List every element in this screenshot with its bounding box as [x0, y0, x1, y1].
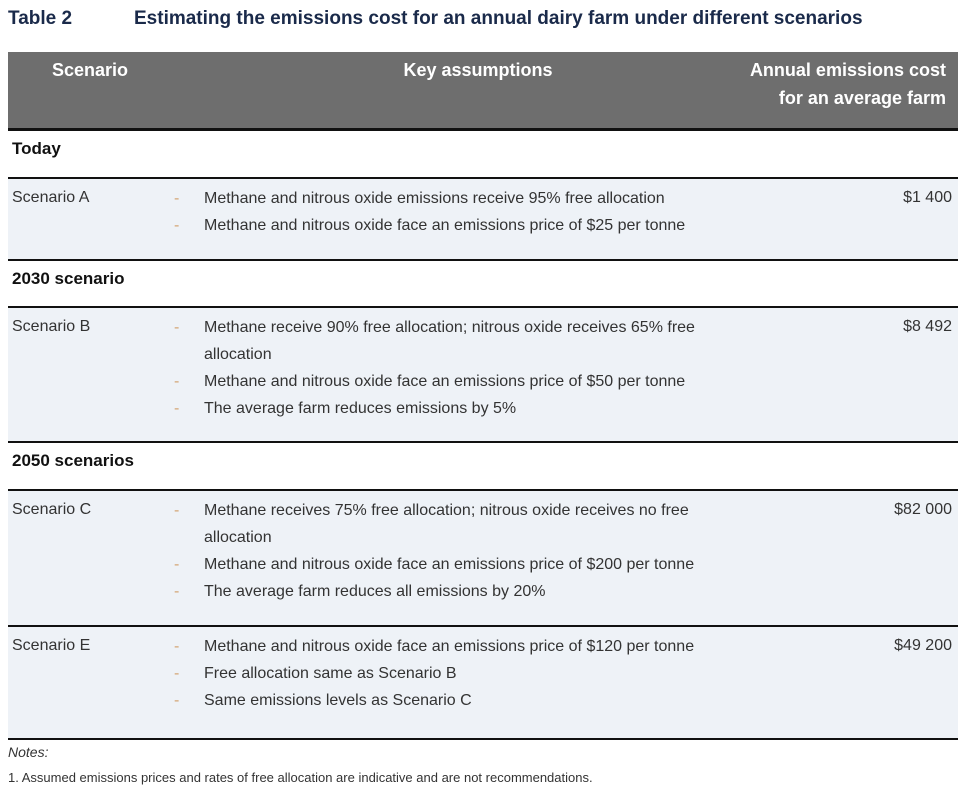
bullet-dash: -	[174, 692, 180, 709]
section-2030	[8, 261, 958, 308]
section-2050	[8, 443, 958, 491]
header-cost-line1: Annual emissions cost	[749, 60, 946, 80]
table-header	[8, 52, 958, 131]
assumptions-list	[172, 497, 732, 605]
list-item: - The average farm reduces emissions by 5%	[172, 395, 732, 422]
list-item: - Methane and nitrous oxide face an emissions price of $50 per tonne	[172, 368, 732, 395]
table-label: Table 2	[8, 8, 73, 29]
section-label: 2050 scenarios	[12, 451, 134, 470]
list-item: - Same emissions levels as Scenario C	[172, 687, 732, 714]
list-item: - Methane receive 90% free allocation; nitrous oxide receives 65% free allocation	[172, 314, 732, 368]
bullet-dash: -	[174, 373, 180, 390]
table-row-scenario-b	[8, 308, 958, 443]
bullet-dash: -	[174, 319, 180, 336]
header-cost-line2: for an average farm	[778, 88, 946, 108]
header-key-assumptions: Key assumptions	[403, 60, 553, 80]
scenario-name: Scenario E	[12, 637, 91, 654]
notes	[8, 744, 593, 785]
scenario-name: Scenario B	[12, 318, 91, 335]
list-item: - The average farm reduces all emissions by 20%	[172, 578, 732, 605]
list-item: - Free allocation same as Scenario B	[172, 660, 732, 687]
annual-cost: $82 000	[894, 501, 952, 518]
bullet-dash: -	[174, 556, 180, 573]
table-caption	[8, 8, 958, 34]
annual-cost: $8 492	[903, 318, 952, 335]
list-item: - Methane and nitrous oxide face an emissions price of $25 per tonne	[172, 212, 732, 239]
assumptions-list	[172, 633, 732, 714]
annual-cost: $49 200	[894, 637, 952, 654]
notes-heading: Notes:	[8, 744, 49, 760]
list-item: - Methane receives 75% free allocation; nitrous oxide receives no free allocation	[172, 497, 732, 551]
table-row-scenario-a	[8, 179, 958, 261]
section-label: Today	[12, 139, 61, 158]
header-annual-cost	[716, 56, 946, 112]
table-row-scenario-e	[8, 627, 958, 740]
bullet-dash: -	[174, 190, 180, 207]
table-title: Estimating the emissions cost for an annual dairy farm under different scenarios	[134, 8, 863, 29]
section-today	[8, 131, 958, 179]
list-item: - Methane and nitrous oxide face an emissions price of $120 per tonne	[172, 633, 732, 660]
annual-cost: $1 400	[903, 189, 952, 206]
table-row-scenario-c	[8, 491, 958, 627]
section-label: 2030 scenario	[12, 269, 125, 288]
assumptions-list	[172, 185, 732, 239]
header-scenario: Scenario	[52, 60, 129, 80]
assumptions-list	[172, 314, 732, 422]
scenario-name: Scenario A	[12, 189, 90, 206]
list-item: - Methane and nitrous oxide emissions receive 95% free allocation	[172, 185, 732, 212]
bullet-dash: -	[174, 583, 180, 600]
scenario-name: Scenario C	[12, 501, 92, 518]
note-item: 1. Assumed emissions prices and rates of free allocation are indicative and are not recommendations.	[8, 770, 593, 785]
bullet-dash: -	[174, 502, 180, 519]
bullet-dash: -	[174, 400, 180, 417]
bullet-dash: -	[174, 217, 180, 234]
bullet-dash: -	[174, 638, 180, 655]
list-item: - Methane and nitrous oxide face an emissions price of $200 per tonne	[172, 551, 732, 578]
bullet-dash: -	[174, 665, 180, 682]
